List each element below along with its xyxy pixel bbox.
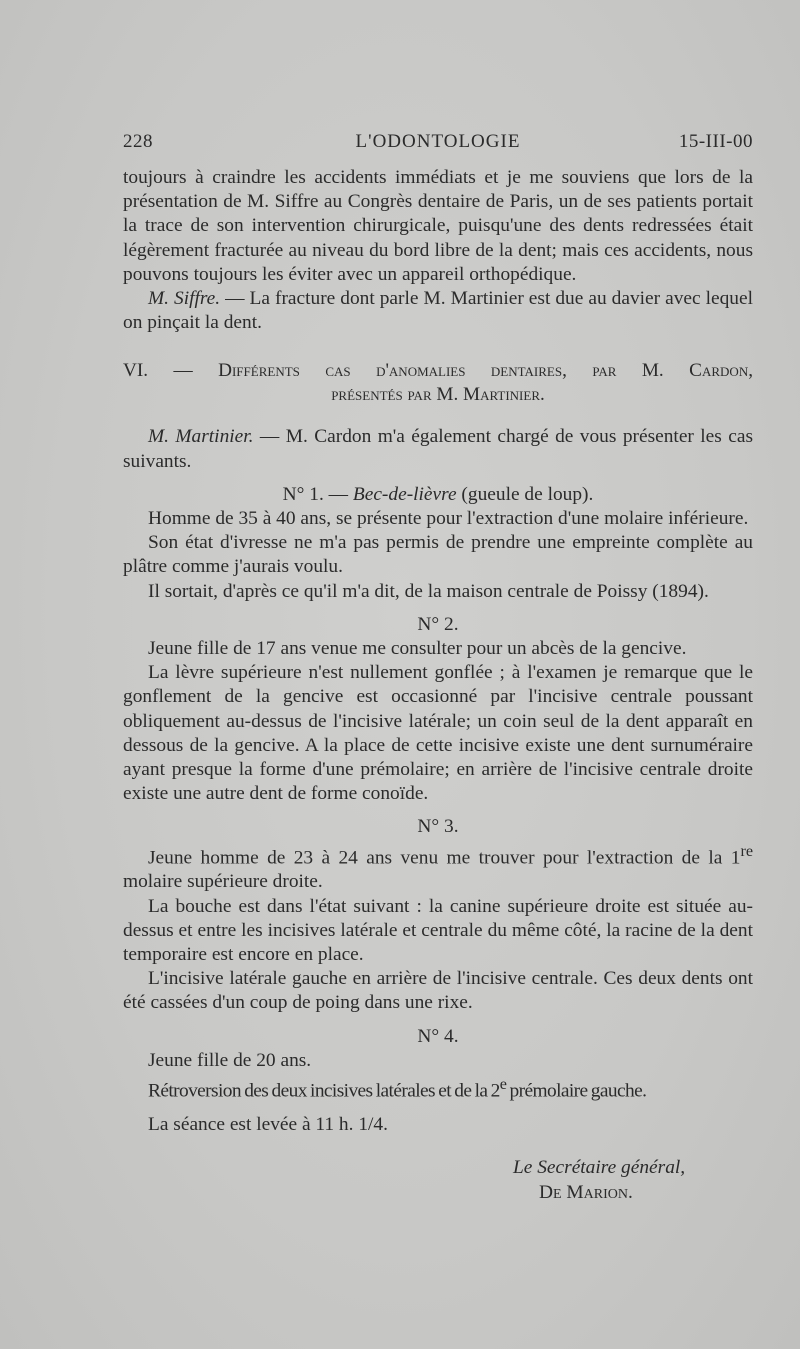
speaker-martinier: M. Martinier. bbox=[148, 426, 254, 448]
case-2-paragraph-2: La lèvre supérieure n'est nullement gonflée ; à l'examen je remarque que le gonflement de la gencive est occasionné par l'incisive centrale poussant obliquement au-dessus de l'incisive latérale; un coin seul de la dent apparaît en dessous de la gencive. A la place de cette incisive existe une dent surnuméraire ayant presque la forme d'une prémolaire; en arrière de l'incisive centrale droite existe une autre dent de forme conoïde. bbox=[123, 662, 753, 805]
section-heading bbox=[123, 359, 753, 407]
case-4-heading: N° 4. bbox=[417, 1025, 459, 1047]
case-4-text-a: Rétroversion des deux incisives latérales et de la 2 bbox=[148, 1080, 500, 1102]
case-1-paragraph-2: Son état d'ivresse ne m'a pas permis de prendre une empreinte complète au plâtre comme j'aurais voulu. bbox=[123, 532, 753, 578]
speaker-siffre: M. Siffre. bbox=[148, 288, 221, 310]
signature-title: Le Secrétaire général, bbox=[513, 1157, 686, 1178]
paragraph-continuation: toujours à craindre les accidents immédiats et je me souviens que lors de la présentation de M. Siffre au Congrès dentaire de Paris, un de ses patients portait la trace de son intervention chirurgicale, puisqu'une des dents redressées était légèrement fracturée au niveau du bord libre de la dent; mais ces accidents, nous pouvons toujours les éviter avec un appareil orthopédique. bbox=[123, 167, 753, 285]
case-3-paragraph-2: La bouche est dans l'état suivant : la canine supérieure droite est située au-dessus et entre les incisives latérale et centrale du même côté, la racine de la dent temporaire est encore en place. bbox=[123, 895, 753, 965]
case-3-heading: N° 3. bbox=[417, 816, 459, 838]
case-2-heading: N° 2. bbox=[417, 613, 459, 635]
case-1-paragraph-1: Homme de 35 à 40 ans, se présente pour l'extraction d'une molaire inférieure. bbox=[148, 508, 749, 530]
signature-block bbox=[513, 1155, 685, 1205]
issue-date: 15-III-00 bbox=[678, 131, 753, 152]
closing-line: La séance est levée à 11 h. 1/4. bbox=[148, 1113, 388, 1135]
running-head bbox=[123, 131, 753, 155]
case-4-paragraph-2 bbox=[123, 1073, 753, 1104]
case-4-ordinal: e bbox=[499, 1075, 507, 1093]
case-4-text-b: prémolaire gauche. bbox=[506, 1080, 647, 1102]
case-4-paragraph-1: Jeune fille de 20 ans. bbox=[148, 1049, 312, 1071]
case-2-paragraph-1: Jeune fille de 17 ans venue me consulter pour un abcès de la gencive. bbox=[148, 638, 687, 660]
case-3-text-b: molaire supérieure droite. bbox=[123, 871, 323, 893]
case-3-ordinal: re bbox=[740, 842, 753, 860]
case-1-title: Bec-de-lièvre bbox=[352, 483, 457, 505]
case-1-heading bbox=[123, 483, 753, 507]
case-1-label: N° 1. — bbox=[282, 483, 353, 505]
page-number: 228 bbox=[123, 131, 153, 152]
journal-title: L'ODONTOLOGIE bbox=[355, 131, 521, 152]
siffre-remark: — La fracture dont parle M. Martinier est due au davier avec lequel on pinçait la dent. bbox=[123, 288, 753, 334]
martinier-remark: — M. Cardon m'a également chargé de vous présenter les cas suivants. bbox=[123, 426, 753, 472]
paragraph-martinier bbox=[123, 425, 753, 473]
section-heading-line1: VI. — Différents cas d'anomalies dentaires, par M. Cardon, bbox=[123, 360, 753, 382]
paragraph-siffre bbox=[123, 287, 753, 335]
case-1-paragraph-3: Il sortait, d'après ce qu'il m'a dit, de la maison centrale de Poissy (1894). bbox=[148, 580, 709, 602]
case-1-suffix: (gueule de loup). bbox=[456, 483, 594, 505]
signature-name: De Marion. bbox=[539, 1182, 633, 1203]
case-3-paragraph-1 bbox=[123, 840, 753, 895]
section-heading-line2: présentés par M. Martinier. bbox=[331, 384, 545, 406]
case-3-paragraph-3: L'incisive latérale gauche en arrière de l'incisive centrale. Ces deux dents ont été cassées d'un coup de poing dans une rixe. bbox=[123, 968, 753, 1014]
case-3-text-a: Jeune homme de 23 à 24 ans venu me trouver pour l'extraction de la 1 bbox=[148, 847, 741, 869]
body-text bbox=[123, 166, 753, 1137]
